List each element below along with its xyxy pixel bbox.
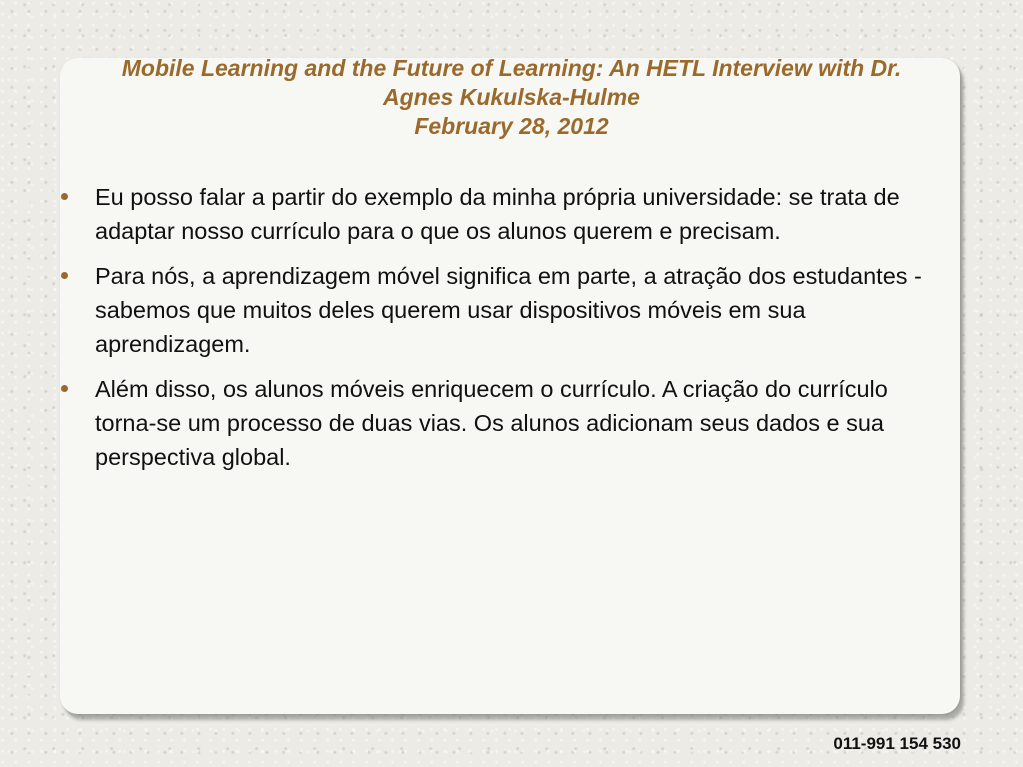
bullet-list (58, 180, 948, 485)
slide-title-line: Mobile Learning and the Future of Learning: An HETL Interview with Dr. (121, 55, 902, 81)
bullet-dot-icon (61, 272, 68, 279)
bullet-dot-icon (61, 385, 68, 392)
bullet-item (58, 180, 948, 248)
bullet-dot-icon (61, 193, 68, 200)
footer-phone-number: 011-991 154 530 (833, 734, 961, 753)
bullet-text: Para nós, a aprendizagem móvel significa em parte, a atração dos estudantes - sabemos que muitos deles querem usar dispositivos móveis em sua aprendizagem. (95, 263, 922, 357)
bullet-text: Além disso, os alunos móveis enriquecem o currículo. A criação do currículo torna-se um processo de duas vias. Os alunos adicionam seus dados e sua perspectiva global. (95, 376, 888, 470)
bullet-text: Eu posso falar a partir do exemplo da minha própria universidade: se trata de adaptar nosso currículo para o que os alunos querem e precisam. (95, 184, 900, 244)
bullet-item (58, 259, 948, 361)
slide-title (40, 54, 983, 141)
slide-date-line: February 28, 2012 (414, 113, 609, 139)
slide-author-line: Agnes Kukulska-Hulme (383, 84, 640, 110)
bullet-item (58, 372, 948, 474)
